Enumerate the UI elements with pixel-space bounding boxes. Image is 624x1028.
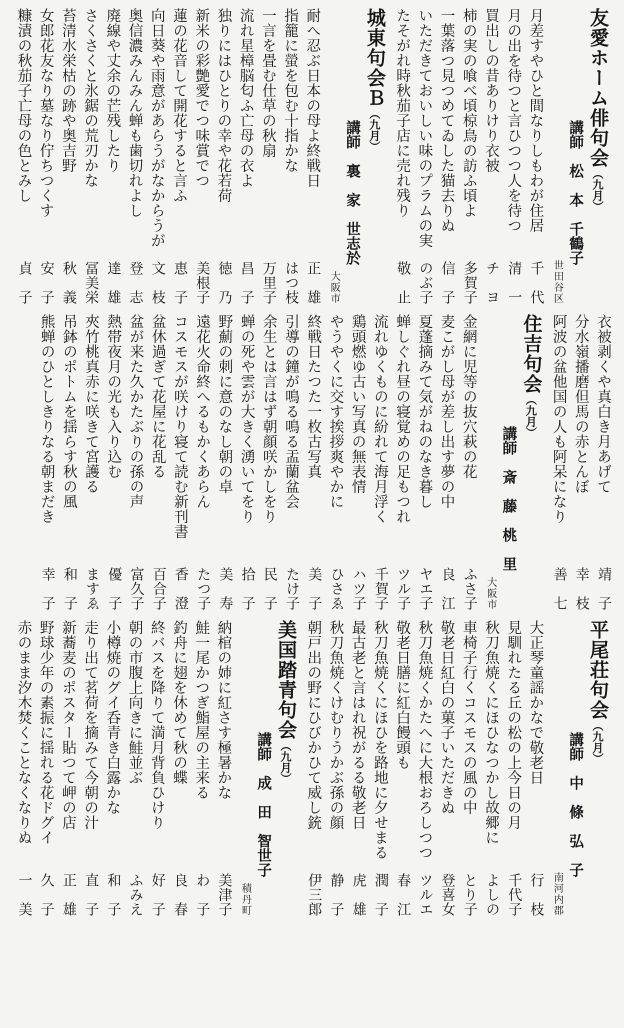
poem-author: 多賀子 xyxy=(461,260,477,304)
poem-text: 引導の鐘が鳴る鳴る盂蘭盆会 xyxy=(283,314,299,509)
poem-author: 拾 子 xyxy=(239,566,255,610)
poem-column xyxy=(570,314,591,610)
poem-text: コスモスが咲けり寝て読む新刊書 xyxy=(171,314,188,539)
poem-text: 廃線や丈余の芒残したり xyxy=(104,8,121,173)
poem-text: 金網に児等の抜穴萩の花 xyxy=(460,314,477,479)
poem-column xyxy=(35,314,56,610)
section-header xyxy=(549,8,610,304)
section-title: 平尾荘句会 xyxy=(587,620,608,720)
poem-text: 女郎花友なり墓なり佇ちつくす xyxy=(37,8,54,218)
poem-author: 良 江 xyxy=(439,566,455,610)
poem-text: 秋刀魚焼くにほひなつかし故郷に xyxy=(482,620,499,845)
poem-column xyxy=(524,8,545,304)
location-label: 世田谷区 xyxy=(551,260,563,304)
poem-text: 終バスを降りて満月背負ひけり xyxy=(148,620,165,830)
poem-text: 奥信濃みんみん蝉も歯切れよし xyxy=(126,8,143,218)
poem-column xyxy=(58,314,79,610)
poem-column xyxy=(190,8,211,304)
poem-column xyxy=(391,314,412,610)
poem-author: よしの xyxy=(483,872,499,916)
poem-text: 遠花火命終へるもかくあらん xyxy=(194,314,211,509)
poem-column xyxy=(234,8,255,304)
poem-text: 車椅子行くコスモスの風の中 xyxy=(460,620,477,815)
section-title-column xyxy=(517,314,543,610)
section-title: 住吉句会 xyxy=(520,314,542,394)
location-label: 南河内郡 xyxy=(551,872,563,916)
poem-text: 熱帯夜月の光も入り込む xyxy=(105,314,122,479)
poem-column xyxy=(502,620,523,916)
poem-column xyxy=(57,620,78,916)
poem-author: 登 志 xyxy=(127,260,143,304)
poem-column xyxy=(524,620,545,916)
poem-column xyxy=(258,314,279,610)
section-header xyxy=(549,620,610,916)
poem-author: 正 雄 xyxy=(60,872,76,916)
poem-text: 糠漬の秋茄子亡母の色とみし xyxy=(15,8,32,203)
poem-column xyxy=(302,620,323,916)
poem-column xyxy=(279,8,300,304)
lecturer-name: 講師 斎 藤 桃 里 xyxy=(500,426,517,571)
poem-column xyxy=(101,620,122,916)
poem-text: 熊蝉のひとしきりなる朝まだき xyxy=(38,314,55,524)
poem-author: たつ子 xyxy=(195,566,211,610)
poem-column xyxy=(146,620,167,916)
poem-column xyxy=(435,8,456,304)
poem-column xyxy=(213,314,234,610)
poem-column xyxy=(80,314,101,610)
poem-text: 柿の実の喰べ頃椋鳥の訪ふ頃よ xyxy=(460,8,477,218)
poem-column xyxy=(458,314,479,610)
lecturer-name: 講師 裏 家 世志於 xyxy=(343,120,360,265)
poem-text: 一言を畳む仕草の秋扇 xyxy=(259,8,276,158)
poem-column xyxy=(346,314,367,610)
poem-column xyxy=(79,8,100,304)
poem-author: 文 枝 xyxy=(149,260,165,304)
poem-author: 貞 子 xyxy=(16,260,32,304)
poem-author: 伊三郎 xyxy=(306,872,322,916)
poem-column xyxy=(369,620,390,916)
poem-column xyxy=(324,620,345,916)
poem-author: 直 子 xyxy=(83,872,99,916)
poem-author: 登喜女 xyxy=(439,872,455,916)
poem-author: ハツ子 xyxy=(350,566,366,610)
band xyxy=(10,314,614,610)
poem-author: ますゑ xyxy=(84,566,100,610)
poem-column xyxy=(369,314,390,610)
poem-column xyxy=(123,620,144,916)
poem-column xyxy=(346,620,367,916)
section-title-column xyxy=(584,620,610,916)
poem-author: ツルエ xyxy=(417,872,433,916)
location-label: 大阪市 xyxy=(484,577,496,610)
poem-author: 安 子 xyxy=(38,260,54,304)
poem-text: 最古老と言はれ祝がるる敬老日 xyxy=(349,620,366,830)
poem-column xyxy=(391,8,412,304)
section-header xyxy=(237,620,298,916)
poem-author: 民 子 xyxy=(261,566,277,610)
band xyxy=(10,620,614,916)
poem-author: わ 子 xyxy=(194,872,210,916)
poem-author: 徳 乃 xyxy=(216,260,232,304)
poem-text: 向日葵や雨意があらうがなからうが xyxy=(148,8,165,248)
poem-author: 正 雄 xyxy=(305,260,321,304)
poem-column xyxy=(34,620,55,916)
poem-text: 大正琴童謡かなで敬老日 xyxy=(527,620,544,785)
poem-text: 秋刀魚焼くけむりうかぶ孫の顔 xyxy=(327,620,344,830)
poem-author: 和 子 xyxy=(105,872,121,916)
poem-column xyxy=(124,314,145,610)
poem-author: 優 子 xyxy=(106,566,122,610)
location-label: 大阪市 xyxy=(328,271,340,304)
poem-author: 清 一 xyxy=(506,260,522,304)
poem-author: 千代子 xyxy=(506,872,522,916)
poem-column xyxy=(123,8,144,304)
poem-text: 終戦日たつた一枚古写真 xyxy=(305,314,322,479)
poem-text: 見馴れたる丘の松の上今日の月 xyxy=(505,620,522,830)
poem-text: 流れ星樟脳匂ふ亡母の衣よ xyxy=(237,8,254,188)
poem-text: 独りにはひとりの幸や花若荷 xyxy=(215,8,232,203)
poem-author: 美 子 xyxy=(306,566,322,610)
poem-column xyxy=(413,620,434,916)
poem-author: 靖 子 xyxy=(596,566,611,610)
poem-text: 秋刀魚焼くにほひを路地に夕せまる xyxy=(371,620,388,860)
poem-column xyxy=(458,620,479,916)
poem-column xyxy=(12,8,33,304)
poem-column xyxy=(146,314,167,610)
poem-author: ひさゑ xyxy=(328,566,344,610)
poem-text: 麦こがし母が差し出す夢の中 xyxy=(438,314,455,509)
poem-column xyxy=(324,314,345,610)
poem-author: 富久子 xyxy=(128,566,144,610)
poem-author: 好 子 xyxy=(149,872,165,916)
poem-text: 蝉の死や雲が大きく湧いてをり xyxy=(238,314,255,524)
poem-column xyxy=(79,620,100,916)
poem-text: 指籠に螢を包む十指かな xyxy=(282,8,299,173)
section-month-label: （九月） xyxy=(591,720,603,764)
section-title: 城東句会Ｂ xyxy=(363,8,385,108)
section-title: 美国踏青句会 xyxy=(275,620,296,740)
poem-column xyxy=(102,314,123,610)
poem-column xyxy=(480,8,501,304)
poem-text: 月の出を待つと言ひつつ人を待つ xyxy=(505,8,522,233)
poem-author: 幸 子 xyxy=(39,566,55,610)
poem-text: さくさくと氷鋸の荒刃かな xyxy=(82,8,99,188)
poem-column xyxy=(168,8,189,304)
poem-text: たそがれ時秋茄子店に売れ残り xyxy=(394,8,411,218)
poem-column xyxy=(301,8,322,304)
poem-author: 和 子 xyxy=(61,566,77,610)
section-month-label: （九月） xyxy=(524,394,537,438)
poem-text: 衣被剥くや真白き月あげて xyxy=(595,314,611,494)
poem-text: 野薊の刺に意のなし朝の卓 xyxy=(216,314,233,494)
poem-author: 潤 子 xyxy=(372,872,388,916)
poem-text: 吊鉢のポトムを揺らす秋の風 xyxy=(60,314,77,509)
section-title-column xyxy=(272,620,298,916)
poem-column xyxy=(502,8,523,304)
section-month-label: （九月） xyxy=(367,108,380,152)
section-title: 友愛ホーム俳句会 xyxy=(587,8,608,168)
poem-author: のぶ子 xyxy=(417,260,433,304)
section-month-label: （九月） xyxy=(591,168,603,212)
poem-column xyxy=(12,620,33,916)
poem-author: はつ枝 xyxy=(283,260,299,304)
poem-author: 行 枝 xyxy=(528,872,544,916)
poem-author: 静 子 xyxy=(328,872,344,916)
poem-column xyxy=(212,8,233,304)
poem-text: 新米の彩艶愛でつ味賞でつ xyxy=(193,8,210,188)
poem-text: 朝の市腹上向きに鮭並ぶ xyxy=(126,620,143,785)
poem-text: 敬老日膳に紅白饅頭も xyxy=(394,620,411,770)
section-header xyxy=(326,8,387,304)
poem-column xyxy=(458,8,479,304)
poem-author: 千賀子 xyxy=(372,566,388,610)
poem-column xyxy=(435,314,456,610)
poem-text: 蝉しぐれ昼の寝覚めの足もつれ xyxy=(394,314,411,524)
poem-text: 鶏頭燃ゆ古い写真の無表情 xyxy=(349,314,366,494)
poem-text: 野球少年の素振に揺れる花ドグイ xyxy=(37,620,54,845)
section-title-column xyxy=(361,8,387,304)
poem-author: 昌 子 xyxy=(238,260,254,304)
poem-text: 夾竹桃真赤に咲きて宮護る xyxy=(83,314,100,494)
location-label: 積丹町 xyxy=(239,883,251,916)
poem-text: 朝戸出の野にひびかひて威し銃 xyxy=(305,620,322,830)
poem-column xyxy=(480,620,501,916)
poem-column xyxy=(191,314,212,610)
poem-text: 阿波の盆他国の人も阿呆になり xyxy=(550,314,567,524)
poem-column xyxy=(168,620,189,916)
poem-author: 百合子 xyxy=(150,566,166,610)
poem-author: 達 雄 xyxy=(105,260,121,304)
band xyxy=(10,8,614,304)
poem-author: ふさ子 xyxy=(461,566,477,610)
poem-column xyxy=(101,8,122,304)
poem-author: 冨美栄 xyxy=(83,260,99,304)
poem-author: 幸 枝 xyxy=(573,566,589,610)
poem-text: 釣舟に翅を休めて秋の蝶 xyxy=(170,620,187,785)
poem-column xyxy=(34,8,55,304)
poem-author: 香 澄 xyxy=(172,566,188,610)
poem-text: 赤のまま汐木焚くことなくなりぬ xyxy=(15,620,32,845)
poem-column xyxy=(547,314,568,610)
section-month-label: （九月） xyxy=(279,740,291,784)
poem-text: 流れゆくものに紛れて海月浮く xyxy=(371,314,388,524)
poem-column xyxy=(280,314,301,610)
poem-column xyxy=(235,314,256,610)
poem-text: いただきておいしい味のプラムの実 xyxy=(416,8,433,248)
poem-text: 耐へ忍ぶ日本の母よ終戦日 xyxy=(304,8,321,188)
poem-author: 美根子 xyxy=(194,260,210,304)
poem-text: 分水嶺播磨但馬の赤とんぼ xyxy=(572,314,589,494)
poem-author: 久 子 xyxy=(38,872,54,916)
poem-author: 千 代 xyxy=(528,260,544,304)
poem-text: 新蕎麦のポスター貼つて岬の店 xyxy=(59,620,76,830)
poem-text: 苔清水栄枯の跡や奥吉野 xyxy=(59,8,76,173)
lecturer-name: 講師 成 田 智世子 xyxy=(255,732,272,877)
poem-text: 鮭一尾かつぎ鮨屋の主来る xyxy=(193,620,210,800)
poem-column xyxy=(302,314,323,610)
poem-text: 小樽焼のグイ呑青き白露かな xyxy=(104,620,121,815)
poem-text: 盆が来た久かたぶりの孫の声 xyxy=(127,314,144,509)
poem-author: 秋 義 xyxy=(60,260,76,304)
lecturer-name: 講師 中 條 弘 子 xyxy=(567,732,584,877)
poem-column xyxy=(212,620,233,916)
poem-text: 一葉落つ見つめてゐした猫去りぬ xyxy=(438,8,455,233)
poem-column xyxy=(435,620,456,916)
section-title-column xyxy=(584,8,610,304)
poem-text: 納棺の姉に紅さす極暑かな xyxy=(215,620,232,800)
lecturer-name: 講師 松 本 千鶴子 xyxy=(567,120,584,265)
poem-column xyxy=(190,620,211,916)
poem-author: 春 江 xyxy=(395,872,411,916)
poem-text: 余生とは言はず朝顔咲かしをり xyxy=(260,314,277,524)
poem-author: 善 七 xyxy=(551,566,567,610)
poem-column xyxy=(391,620,412,916)
poem-author: 良 春 xyxy=(171,872,187,916)
poem-column xyxy=(413,314,434,610)
poem-column xyxy=(257,8,278,304)
poem-author: 美津子 xyxy=(216,872,232,916)
poem-author: チ ヨ xyxy=(483,260,499,304)
poem-text: 買出しの昔ありけり衣被 xyxy=(482,8,499,173)
poem-text: 走り出て茗荷を摘みて今朝の汁 xyxy=(82,620,99,830)
poem-author: ツル子 xyxy=(395,566,411,610)
poem-author: とり子 xyxy=(461,872,477,916)
poem-column xyxy=(169,314,190,610)
poem-author: 万里子 xyxy=(260,260,276,304)
poem-text: 盆休過ぎて花屋に花乱る xyxy=(149,314,166,479)
poem-text: 夏蓬摘みて気がねのなき暮し xyxy=(416,314,433,509)
poem-text: 敬老日紅白の菓子いただきぬ xyxy=(438,620,455,815)
poem-text: やうやくに交す挨拶爽やかに xyxy=(327,314,344,509)
poem-column xyxy=(413,8,434,304)
poem-author: 虎 雄 xyxy=(350,872,366,916)
poem-author: ヤエ子 xyxy=(417,566,433,610)
poem-author: ふみえ xyxy=(127,872,143,916)
poem-author: 恵 子 xyxy=(171,260,187,304)
poem-column xyxy=(592,314,613,610)
poem-text: 蓮の花音して開花すると言ふ xyxy=(170,8,187,203)
poem-author: たけ子 xyxy=(284,566,299,610)
poem-column xyxy=(57,8,78,304)
poem-text: 秋刀魚焼くかたへに大根おろしつつ xyxy=(416,620,433,860)
poem-column xyxy=(146,8,167,304)
poem-author: 一 美 xyxy=(16,872,32,916)
poem-author: 信 子 xyxy=(439,260,455,304)
poem-text: 月差すやひと間なりしもわが住居 xyxy=(527,8,544,233)
poem-author: 敬 止 xyxy=(395,260,411,304)
section-header xyxy=(483,314,544,610)
poem-author: 美 寿 xyxy=(217,566,233,610)
